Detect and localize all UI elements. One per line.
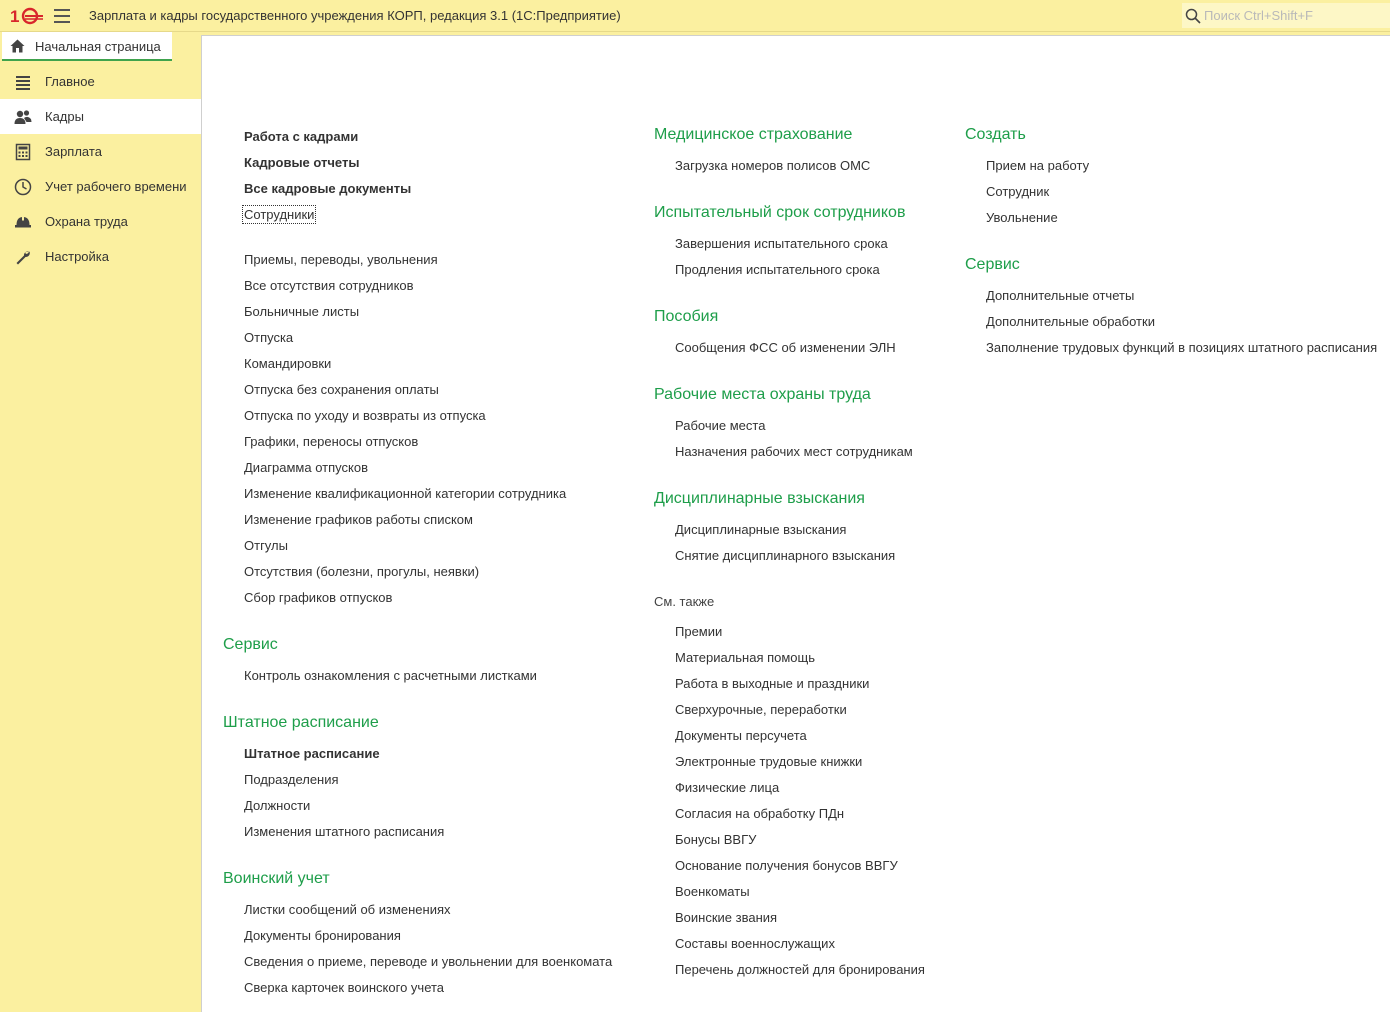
sidebar-item-label: Охрана труда (45, 214, 128, 229)
sidebar-item-time-tracking[interactable] (0, 169, 201, 204)
link-item[interactable]: Перечень должностей для бронирования (675, 962, 925, 977)
link-item[interactable]: Изменение графиков работы списком (244, 512, 473, 527)
link-item[interactable]: Снятие дисциплинарного взыскания (675, 548, 896, 563)
link-item[interactable]: Отпуска без сохранения оплаты (244, 382, 439, 397)
section-title-medical: Медицинское страхование (654, 126, 853, 143)
section-title-probation: Испытательный срок сотрудников (654, 204, 906, 221)
search-input[interactable] (1204, 6, 1384, 24)
sidebar-item-label: Главное (45, 74, 95, 89)
home-icon (10, 39, 25, 53)
link-item[interactable]: Отсутствия (болезни, прогулы, неявки) (244, 564, 480, 579)
section-title-benefits: Пособия (654, 308, 719, 325)
link-item[interactable]: Сбор графиков отпусков (244, 590, 393, 605)
link-item[interactable]: Основание получения бонусов ВВГУ (675, 858, 898, 873)
link-item[interactable]: Документы персучета (675, 728, 807, 743)
tab-home-label: Начальная страница (35, 39, 161, 54)
link-item[interactable]: Сообщения ФСС об изменении ЭЛН (675, 340, 896, 355)
link-item[interactable]: Премии (675, 624, 723, 639)
link-item[interactable]: Отгулы (244, 538, 288, 553)
link-item[interactable]: Электронные трудовые книжки (675, 754, 863, 769)
helmet-icon (14, 213, 32, 231)
link-item[interactable]: Контроль ознакомления с расчетными листками (244, 668, 537, 683)
section-title-workplaces: Рабочие места охраны труда (654, 386, 871, 403)
svg-text:1: 1 (10, 7, 20, 26)
link-item[interactable]: Должности (244, 798, 311, 813)
link-all-hr-documents[interactable]: Все кадровые документы (244, 181, 412, 196)
sidebar-item-label: Настройка (45, 249, 109, 264)
search-icon (1185, 8, 1201, 24)
sidebar (0, 64, 201, 274)
link-item[interactable]: Сверхурочные, переработки (675, 702, 847, 717)
link-item[interactable]: Рабочие места (675, 418, 766, 433)
link-item[interactable]: Согласия на обработку ПДн (675, 806, 845, 821)
link-item[interactable]: Составы военнослужащих (675, 936, 835, 951)
link-item[interactable]: Изменение квалификационной категории сотрудника (244, 486, 567, 501)
sidebar-item-hr[interactable] (0, 99, 201, 134)
link-item[interactable]: Больничные листы (244, 304, 360, 319)
link-item[interactable]: Отпуска по уходу и возвраты из отпуска (244, 408, 486, 423)
section-title-discipline: Дисциплинарные взыскания (654, 490, 865, 507)
hr-section-panel (201, 35, 1390, 1012)
link-item[interactable]: Документы бронирования (244, 928, 401, 943)
section-title-staffing: Штатное расписание (223, 714, 379, 731)
link-hr-reports[interactable]: Кадровые отчеты (244, 155, 360, 170)
calculator-icon (14, 143, 32, 161)
title-bar (0, 0, 1390, 32)
sidebar-item-main[interactable] (0, 64, 201, 99)
link-item[interactable]: Командировки (244, 356, 332, 371)
link-item[interactable]: Дисциплинарные взыскания (675, 522, 847, 537)
sidebar-item-label: Кадры (45, 109, 84, 124)
section-title-create: Создать (965, 126, 1026, 143)
link-item[interactable]: Штатное расписание (244, 746, 380, 761)
link-item[interactable]: Дополнительные обработки (986, 314, 1155, 329)
section-title-service: Сервис (223, 636, 278, 653)
link-item[interactable]: Физические лица (675, 780, 780, 795)
link-item[interactable]: Все отсутствия сотрудников (244, 278, 414, 293)
link-item[interactable]: Работа в выходные и праздники (675, 676, 870, 691)
link-item[interactable]: Воинские звания (675, 910, 778, 925)
section-title-military: Воинский учет (223, 870, 330, 887)
sidebar-item-labor-protection[interactable] (0, 204, 201, 239)
clock-icon (14, 178, 32, 196)
link-item[interactable]: Сведения о приеме, переводе и увольнении для военкомата (244, 954, 613, 969)
link-item[interactable]: Графики, переносы отпусков (244, 434, 419, 449)
see-also-label: См. также (654, 594, 715, 609)
link-item[interactable]: Материальная помощь (675, 650, 816, 665)
link-item[interactable]: Завершения испытательного срока (675, 236, 888, 251)
tab-home-page[interactable] (2, 32, 172, 61)
link-item[interactable]: Загрузка номеров полисов ОМС (675, 158, 871, 173)
link-employees[interactable]: Сотрудники (244, 207, 315, 222)
app-title: Зарплата и кадры государственного учреждения КОРП, редакция 3.1 (1С:Предприятие) (89, 8, 621, 23)
link-item[interactable]: Заполнение трудовых функций в позициях штатного расписания (986, 340, 1378, 355)
section-title-service-2: Сервис (965, 256, 1020, 273)
link-item[interactable]: Диаграмма отпусков (244, 460, 368, 475)
link-item[interactable]: Военкоматы (675, 884, 750, 899)
sidebar-item-salary[interactable] (0, 134, 201, 169)
search-box[interactable] (1182, 3, 1390, 28)
link-item[interactable]: Листки сообщений об изменениях (244, 902, 451, 917)
sidebar-item-label: Зарплата (45, 144, 102, 159)
link-item[interactable]: Сверка карточек воинского учета (244, 980, 445, 995)
1c-logo-icon[interactable] (10, 6, 44, 26)
link-item[interactable]: Подразделения (244, 772, 339, 787)
link-item[interactable]: Продления испытательного срока (675, 262, 880, 277)
sidebar-item-settings[interactable] (0, 239, 201, 274)
link-item[interactable]: Изменения штатного расписания (244, 824, 445, 839)
list-icon (14, 73, 32, 91)
wrench-icon (14, 248, 32, 266)
users-icon (14, 108, 32, 126)
link-create-employee[interactable]: Сотрудник (986, 184, 1050, 199)
sidebar-item-label: Учет рабочего времени (45, 179, 187, 194)
main-menu-icon[interactable] (54, 9, 70, 23)
link-item[interactable]: Дополнительные отчеты (986, 288, 1135, 303)
link-item[interactable]: Приемы, переводы, увольнения (244, 252, 438, 267)
link-item[interactable]: Назначения рабочих мест сотрудникам (675, 444, 913, 459)
link-item[interactable]: Бонусы ВВГУ (675, 832, 757, 847)
link-item[interactable]: Отпуска (244, 330, 294, 345)
link-create-dismissal[interactable]: Увольнение (986, 210, 1058, 225)
link-hr-workplace[interactable]: Работа с кадрами (244, 129, 359, 144)
link-create-hire[interactable]: Прием на работу (986, 158, 1090, 173)
